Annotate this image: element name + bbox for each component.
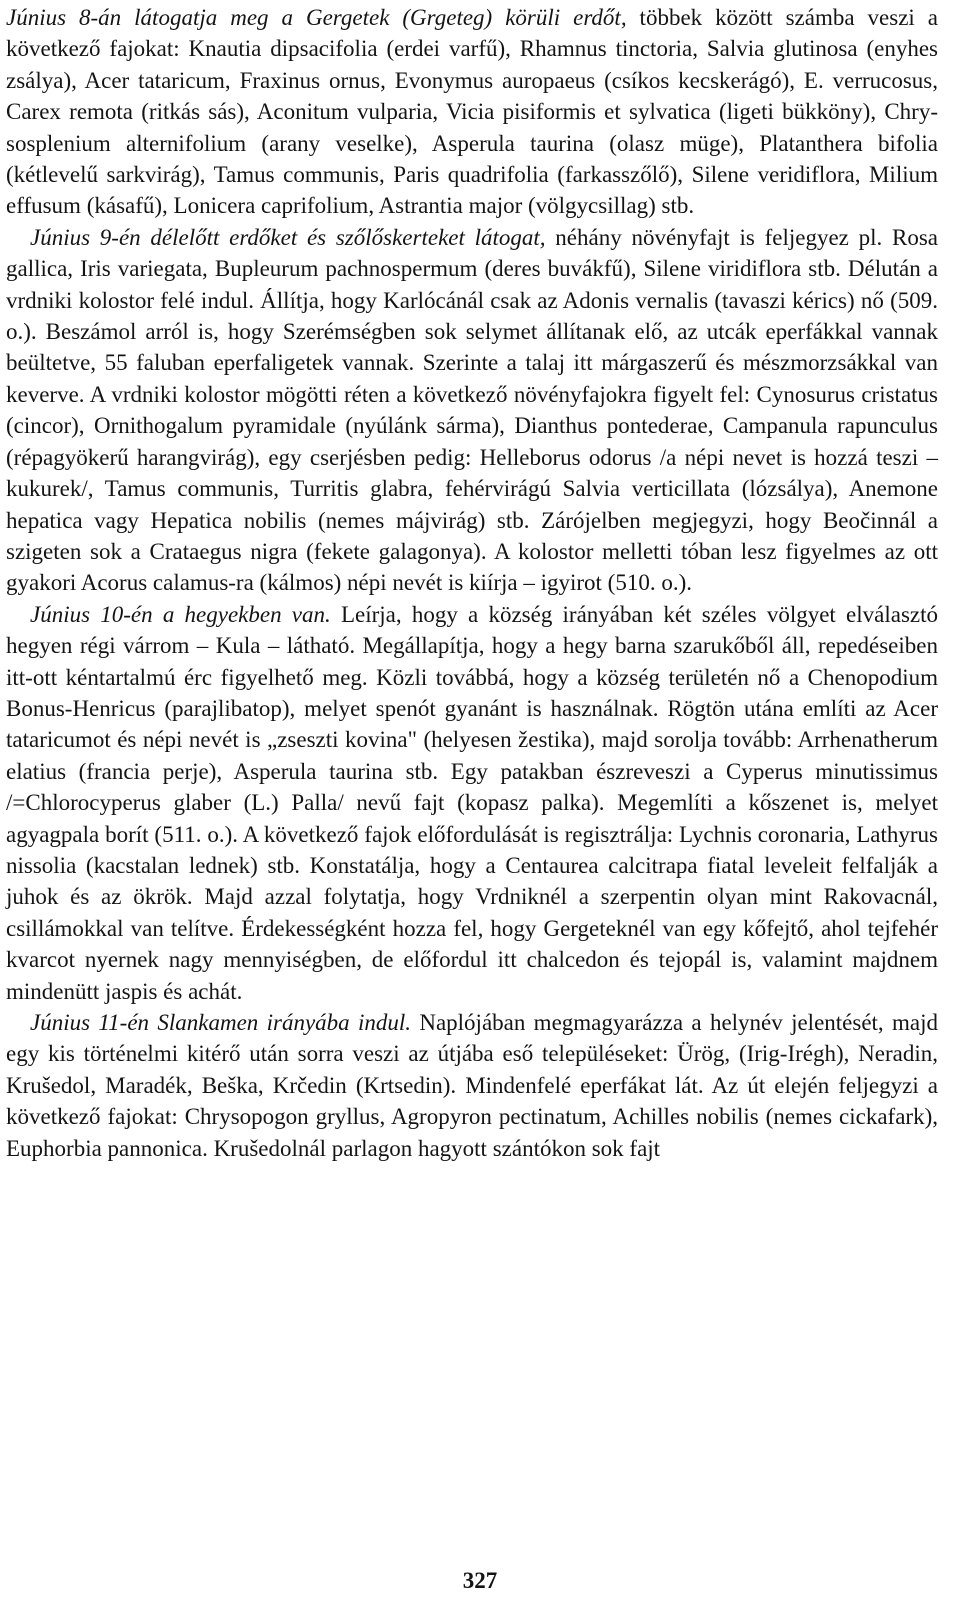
paragraph-lead: Június 9-én délelőtt erdőket és szőlőskerteket látogat,: [30, 224, 546, 250]
paragraph-june-10: [6, 599, 938, 1007]
paragraph-june-9: [6, 222, 938, 599]
paragraph-lead: Június 11-én Slankamen irányába indul.: [30, 1010, 412, 1035]
body-text: [6, 2, 938, 1164]
paragraph-body: néhány növényfajt is feljegyez pl. Rosa gallica, Iris variegata, Bupleurum pachnospermum (deres buvákfű), Silene viridiflora stb. Délután a vrdniki kolostor felé indul. Állítja, hogy Karlócánál csak az Adonis vernalis (tavaszi kérics) nő (509. o.). Beszámol arról is, hogy Szerémségben sok selymet állítanak elő, az utcák eperfákkal vannak beültetve, 55 faluban eperfaligetek vannak. Szerinte a talaj itt márgaszerű és mészmorzsákkal van keverve. A vrdniki kolostor mögötti réten a következő növényfajokra figyelt fel: Cynosurus cristatus (cincor), Ornithogalum pyramidale (nyúlánk sárma), Dianthus pontederae, Campanula rapunculus (répagyökerű harangvirág), egy cserjésben pedig: Helleborus odorus /a népi nevet is hozzá teszi – kukurek/, Tamus communis, Turritis glabra, fehérvirágú Salvia verticillata (lózsálya), Anemone hepatica vagy Hepatica nobilis (nemes májvirág) stb. Zárójelben megjegyzi, hogy Beočinnál a szigeten sok a Crataegus nigra (fekete galagonya). A kolostor melletti tóban lesz figyelmes az ott gyakori Acorus calamus-ra (kálmos) népi nevét is kiírja – igyirot (510. o.).: [6, 224, 939, 596]
paragraph-body: többek között számba veszi a következő fajokat: Knautia dipsacifolia (erdei varfű), Rhamnus tinctoria, Salvia glutinosa (enyhes zsálya), Acer tataricum, Fraxinus ornus, Evonymus auropaeus (csíkos kecskerágó), E. verrucosus, Carex remota (ritkás sás), Aconitum vulparia, Vicia pisiformis et sylvatica (ligeti bükköny), Chrysosplenium alternifolium (arany veselke), Asperula taurina (olasz müge), Platanthera bifolia (kétlevelű sarkvirág), Tamus communis, Paris quadrifolia (farkasszőlő), Silene veridiflora, Milium effusum (kásafű), Lonicera caprifolium, Astrantia major (völgycsillag) stb.: [6, 5, 938, 219]
paragraph-lead: Június 8-án látogatja meg a Gergetek (Grgeteg) körüli erdőt,: [6, 5, 627, 30]
paragraph-body: Leírja, hogy a község irányában két széles völgyet elválasztó hegyen régi várrom – Kula – látható. Megállapítja, hogy a hegy barna szarukőből áll, repedéseiben itt-ott kéntartalmú érc figyelhető meg. Közli továbbá, hogy a község területén nő a Chenopodium Bonus-Henricus (parajlibatop), melyet spenót gyanánt is használnak. Rögtön utána említi az Acer tataricumot és népi nevét is „zseszti kovina" (helyesen žestika), majd sorolja tovább: Arrhenatherum elatius (francia perje), Asperula taurina stb. Egy patakban észreveszi a Cyperus minutissimus /=Chlorocyperus glaber (L.) Palla/ nevű fajt (kopasz palka). Megemlíti a kőszenet is, melyet agyagpala borít (511. o.). A következő fajok előfordulását is regisztrálja: Lychnis coronaria, Lathyrus nissolia (kacstalan lednek) stb. Konstatálja, hogy a Centaurea calcitrapa fiatal leveleit felfalják a juhok és az ökrök. Majd azzal folytatja, hogy Vrdniknél a szerpentin olyan mint Rakovacnál, csillámokkal van telítve. Érdekességként hozza fel, hogy Gergeteknél van egy kőfejtő, ahol tejfehér kvarcot nyernek nagy mennyiségben, de előfordul itt chalcedon és tejopál is, valamint majdnem mindenütt jaspis és achát.: [6, 601, 938, 1004]
paragraph-june-11: [6, 1007, 938, 1164]
paragraph-lead: Június 10-én a hegyekben van.: [30, 601, 331, 627]
paragraph-body: Naplójában megmagyarázza a helynév jelentését, majd egy kis történelmi kitérő után sorra veszi az útjába eső településeket: Ürög, (Irig-Irégh), Neradin, Krušedol, Maradék, Beška, Krčedin (Krtsedin). Mindenfelé eperfákat lát. Az út elején feljegyzi a következő fajokat: Chrysopogon gryllus, Agropyron pectinatum, Achilles nobilis (nemes cickafark), Euphorbia pannonica. Krušedolnál parlagon hagyott szántókon sok fajt: [6, 1010, 938, 1161]
paragraph-june-8: [6, 2, 938, 222]
page-number: 327: [462, 1568, 498, 1593]
